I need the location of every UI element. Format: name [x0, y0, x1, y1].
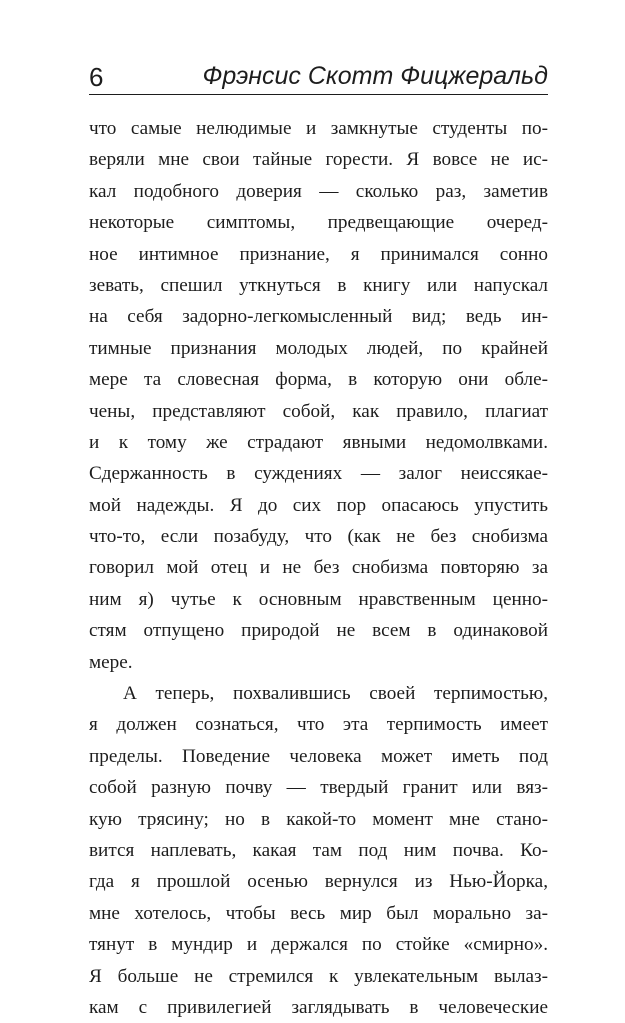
text-line: на себя задорно-легкомысленный вид; ведь ин-: [89, 306, 548, 328]
text-line: Сдержанность в суждениях — залог неиссякае-: [89, 463, 548, 485]
text-line: что самые нелюдимые и замкнутые студенты по-: [89, 118, 548, 139]
text-line: говорил мой отец и не без снобизма повторяю за: [89, 557, 548, 579]
text-line: я должен сознаться, что эта терпимость имеет: [89, 714, 548, 736]
text-line: кам с привилегией заглядывать в человеческие: [89, 996, 548, 1018]
text-line: собой разную почву — твердый гранит или вяз-: [89, 777, 548, 799]
text-line: веряли мне свои тайные горести. Я вовсе не ис-: [89, 149, 548, 171]
text-line: кую трясину; но в какой-то момент мне стано-: [89, 808, 548, 830]
running-head: [89, 58, 548, 94]
text-line: мере.: [89, 651, 133, 673]
paragraph: [89, 113, 548, 678]
text-line: что-то, если позабуду, что (как не без снобизма: [89, 526, 548, 548]
text-line: зевать, спешил уткнуться в книгу или напускал: [89, 274, 548, 296]
text-line: кал подобного доверия — сколько раз, заметив: [89, 180, 548, 202]
text-line: тимные признания молодых людей, по крайней: [89, 337, 548, 359]
text-line: и к тому же страдают явными недомолвками.: [89, 431, 548, 453]
page-number: 6: [89, 62, 104, 92]
text-line: чены, представляют собой, как правило, плагиат: [89, 400, 548, 422]
text-line: мой надежды. Я до сих пор опасаюсь упустить: [89, 494, 548, 516]
text-line: мне хотелось, чтобы весь мир был морально за-: [89, 902, 548, 924]
text-line: пределы. Поведение человека может иметь под: [89, 745, 548, 767]
text-line: ное интимное признание, я принимался сонно: [89, 243, 548, 265]
header-rule: [89, 94, 548, 95]
text-line: Я больше не стремился к увлекательным вылаз-: [89, 965, 548, 987]
text-line: стям отпущено природой не всем в одинаковой: [89, 620, 548, 642]
text-line: некоторые симптомы, предвещающие очеред-: [89, 212, 548, 234]
text-line: мере та словесная форма, в которую они обле-: [89, 369, 548, 391]
text-line: вится наплевать, какая там под ним почва. Ко-: [89, 839, 548, 861]
book-author: Фрэнсис Скотт Фицжеральд: [202, 62, 548, 90]
text-line: гда я прошлой осенью вернулся из Нью-Йорка,: [89, 871, 548, 893]
paragraph: [89, 678, 548, 1023]
text-line: тянут в мундир и держался по стойке «смирно».: [89, 934, 548, 956]
text-line: ним я) чутье к основным нравственным ценно-: [89, 588, 548, 610]
text-line: А теперь, похвалившись своей терпимостью,: [123, 683, 548, 705]
body-text: [89, 113, 548, 1023]
